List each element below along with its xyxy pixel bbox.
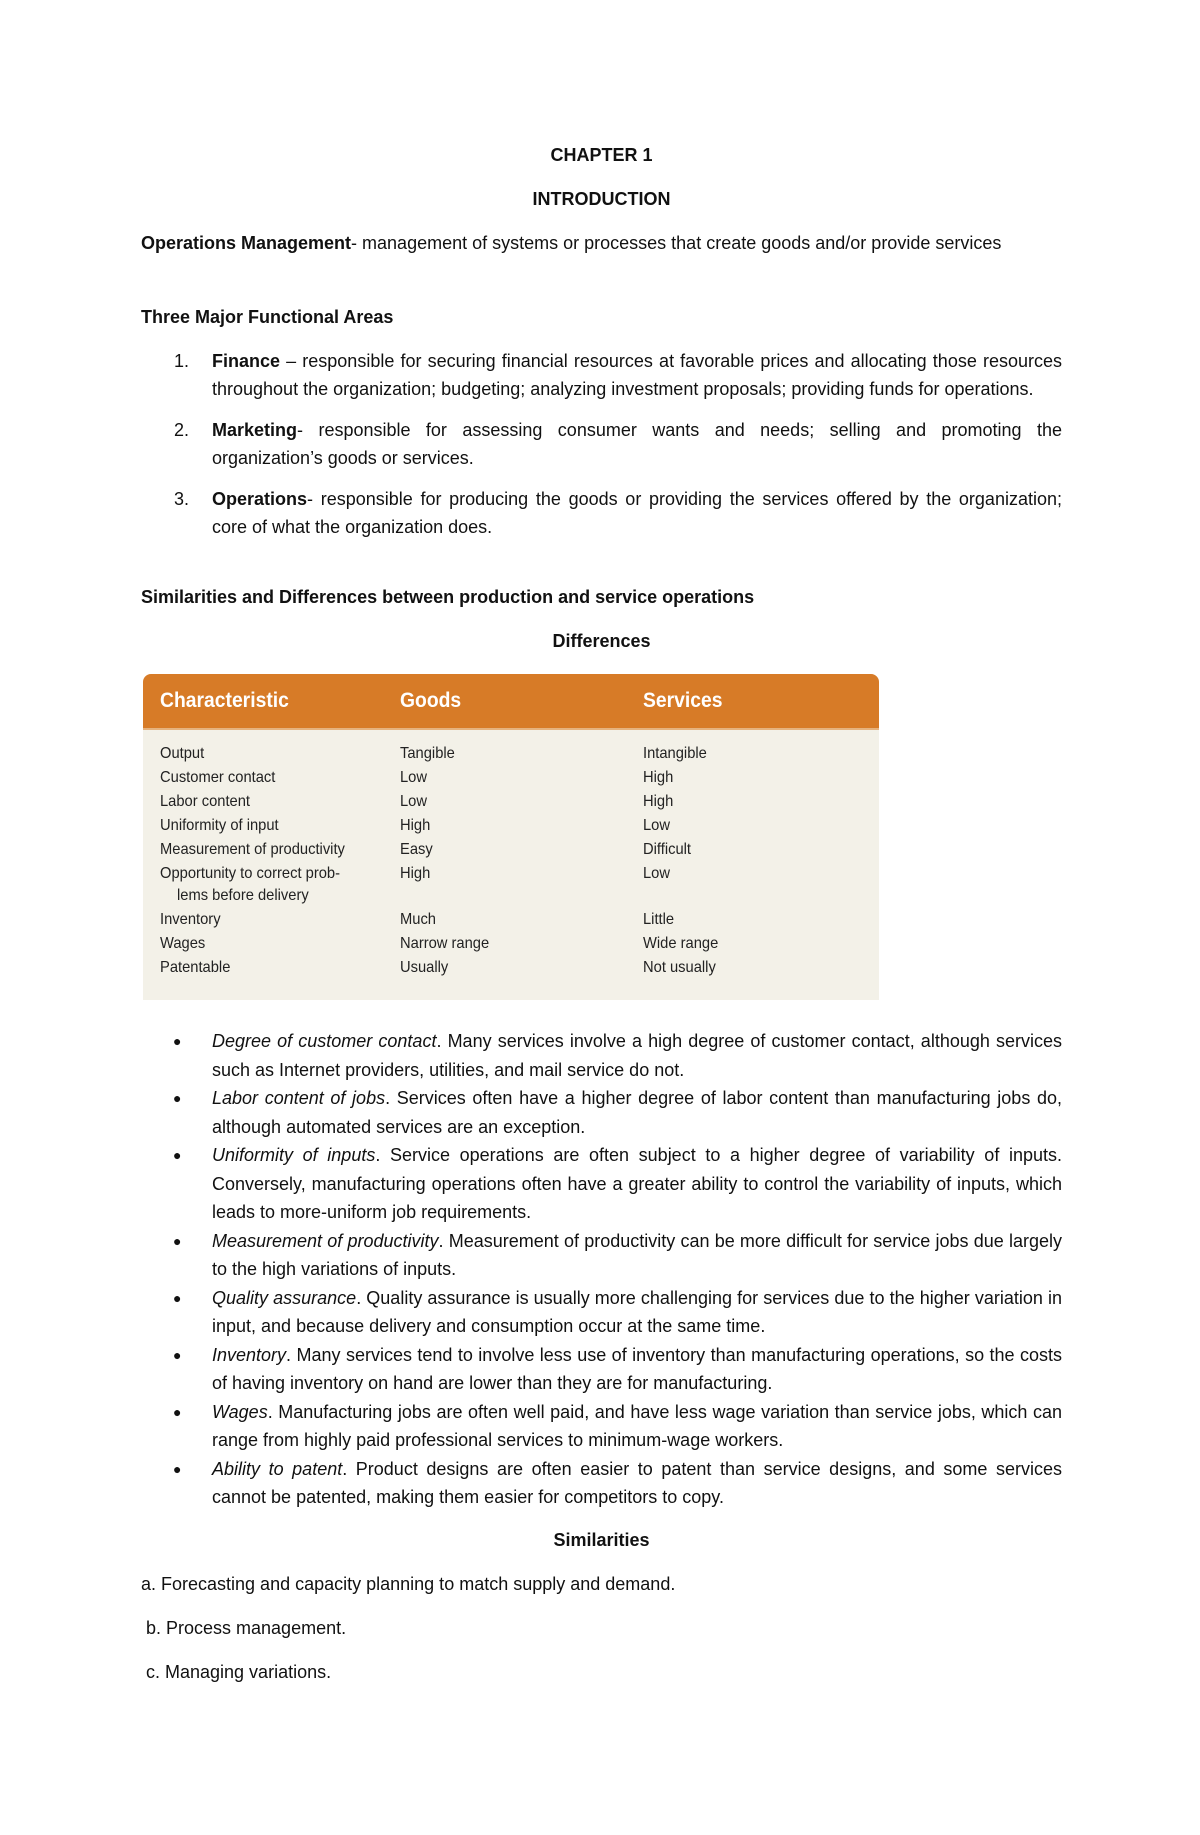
cell-goods: Much [400, 911, 436, 928]
difference-term: Wages [212, 1401, 268, 1422]
difference-text: . Measurement of productivity can be more difficult for service jobs due largely to the high variations of inputs. [212, 1230, 1062, 1279]
cell-characteristic-continued: lems before delivery [177, 887, 309, 904]
difference-text: . Product designs are often easier to patent than service designs, and some services cannot be patented, making them easier for competitors to copy. [212, 1458, 1063, 1507]
definition-term: Operations Management [141, 233, 352, 253]
cell-services: High [643, 769, 674, 786]
list-number: 1. [174, 351, 190, 371]
list-item [141, 1455, 1062, 1512]
header-characteristic: Characteristic [160, 689, 289, 712]
bullet-icon: ● [173, 1090, 182, 1106]
bullet-icon: ● [173, 1289, 182, 1306]
chapter-label: CHAPTER 1 [550, 145, 653, 165]
cell-characteristic: Customer contact [160, 769, 276, 786]
similarity-item: a. Forecasting and capacity planning to match supply and demand. [141, 1574, 676, 1594]
section-heading: Similarities and Differences between production and service operations [141, 587, 755, 607]
cell-services: Not usually [643, 959, 716, 976]
area-term: Marketing [212, 420, 298, 440]
bullet-icon: ● [173, 1346, 182, 1363]
cell-characteristic: Wages [160, 935, 206, 952]
cell-goods: Tangible [400, 745, 455, 762]
difference-text: . Service operations are often subject to a higher degree of variability of inputs. Conversely, manufacturing operations often have a greater ability to control the variability of inputs, which leads to more-uniform job requirements. [212, 1145, 1062, 1222]
similarity-item: c. Managing variations. [146, 1662, 332, 1682]
cell-services: Wide range [643, 935, 719, 952]
cell-characteristic: Labor content [160, 793, 251, 810]
cell-goods: Narrow range [400, 935, 490, 952]
cell-services: Difficult [643, 841, 691, 858]
list-item [141, 1398, 1062, 1455]
similarity-item: b. Process management. [146, 1618, 347, 1638]
definition-text: - management of systems or processes that create goods and/or provide services [351, 233, 1002, 253]
chapter-title: INTRODUCTION [532, 189, 671, 209]
operations-management-definition [141, 229, 1062, 257]
cell-goods: Usually [400, 959, 449, 976]
difference-term: Degree of customer contact [212, 1031, 437, 1051]
difference-text: . Many services involve a high degree of customer contact, although services such as Internet providers, utilities, and mail service do not. [212, 1031, 1063, 1080]
cell-characteristic: Measurement of productivity [160, 841, 345, 858]
cell-characteristic: Uniformity of input [160, 817, 279, 834]
cell-characteristic: Opportunity to correct prob- [160, 865, 340, 882]
difference-term: Quality assurance [212, 1287, 357, 1308]
list-item [141, 1084, 1062, 1141]
difference-term: Measurement of productivity [212, 1230, 439, 1251]
area-term: Operations [212, 489, 308, 509]
bullet-icon: ● [173, 1232, 182, 1249]
cell-services: Intangible [643, 745, 707, 762]
cell-services: Low [643, 817, 671, 834]
list-number: 3. [174, 489, 190, 509]
cell-goods: High [400, 817, 431, 834]
cell-services: High [643, 793, 674, 810]
difference-term: Ability to patent [212, 1458, 343, 1479]
area-term: Finance [212, 351, 281, 371]
similarities-heading: Similarities [553, 1530, 650, 1550]
area-text: - responsible for producing the goods or providing the services offered by the organization; core of what the organization does. [212, 489, 1062, 537]
cell-services: Little [643, 911, 675, 928]
difference-text: . Quality assurance is usually more challenging for services due to the higher variation in input, and because delivery and consumption occur at the same time. [212, 1287, 1062, 1336]
functional-areas-heading: Three Major Functional Areas [141, 307, 394, 327]
difference-text: . Manufacturing jobs are often well paid, and have less wage variation than service jobs, which can range from highly paid professional services to minimum-wage workers. [212, 1401, 1062, 1450]
difference-term: Inventory [212, 1344, 287, 1365]
differences-heading: Differences [552, 631, 651, 651]
area-text: - responsible for assessing consumer wants and needs; selling and promoting the organization’s goods or services. [212, 420, 1062, 468]
cell-services: Low [643, 865, 671, 882]
bullet-icon: ● [173, 1460, 182, 1477]
table-header [143, 674, 879, 730]
bullet-icon: ● [173, 1147, 182, 1163]
functional-areas-list [141, 347, 1062, 541]
cell-characteristic: Inventory [160, 911, 221, 928]
cell-goods: Low [400, 793, 428, 810]
goods-vs-services-table [143, 674, 879, 1000]
list-item [141, 1227, 1062, 1284]
list-number: 2. [174, 420, 190, 440]
list-item [141, 347, 1062, 403]
bullet-icon: ● [173, 1403, 182, 1420]
cell-characteristic: Output [160, 745, 205, 762]
difference-text: . Many services tend to involve less use of inventory than manufacturing operations, so the costs of having inventory on hand are lower than they are for manufacturing. [212, 1344, 1062, 1393]
cell-characteristic: Patentable [160, 959, 231, 976]
list-item [141, 1141, 1062, 1227]
cell-goods: Low [400, 769, 428, 786]
list-item [141, 1284, 1062, 1341]
list-item [141, 485, 1062, 541]
differences-list [141, 1027, 1062, 1512]
difference-term: Uniformity of inputs [212, 1145, 376, 1165]
header-services: Services [643, 689, 723, 712]
cell-goods: Easy [400, 841, 433, 858]
header-goods: Goods [400, 689, 462, 712]
area-text: – responsible for securing financial resources at favorable prices and allocating those resources throughout the organization; budgeting; analyzing investment proposals; providing funds for operations. [212, 351, 1062, 399]
cell-goods: High [400, 865, 431, 882]
list-item [141, 1027, 1062, 1084]
list-item [141, 416, 1062, 472]
difference-term: Labor content of jobs [212, 1088, 386, 1108]
list-item [141, 1341, 1062, 1398]
difference-text: . Services often have a higher degree of labor content than manufacturing jobs do, although automated services are an exception. [212, 1088, 1062, 1137]
bullet-icon: ● [173, 1033, 182, 1049]
